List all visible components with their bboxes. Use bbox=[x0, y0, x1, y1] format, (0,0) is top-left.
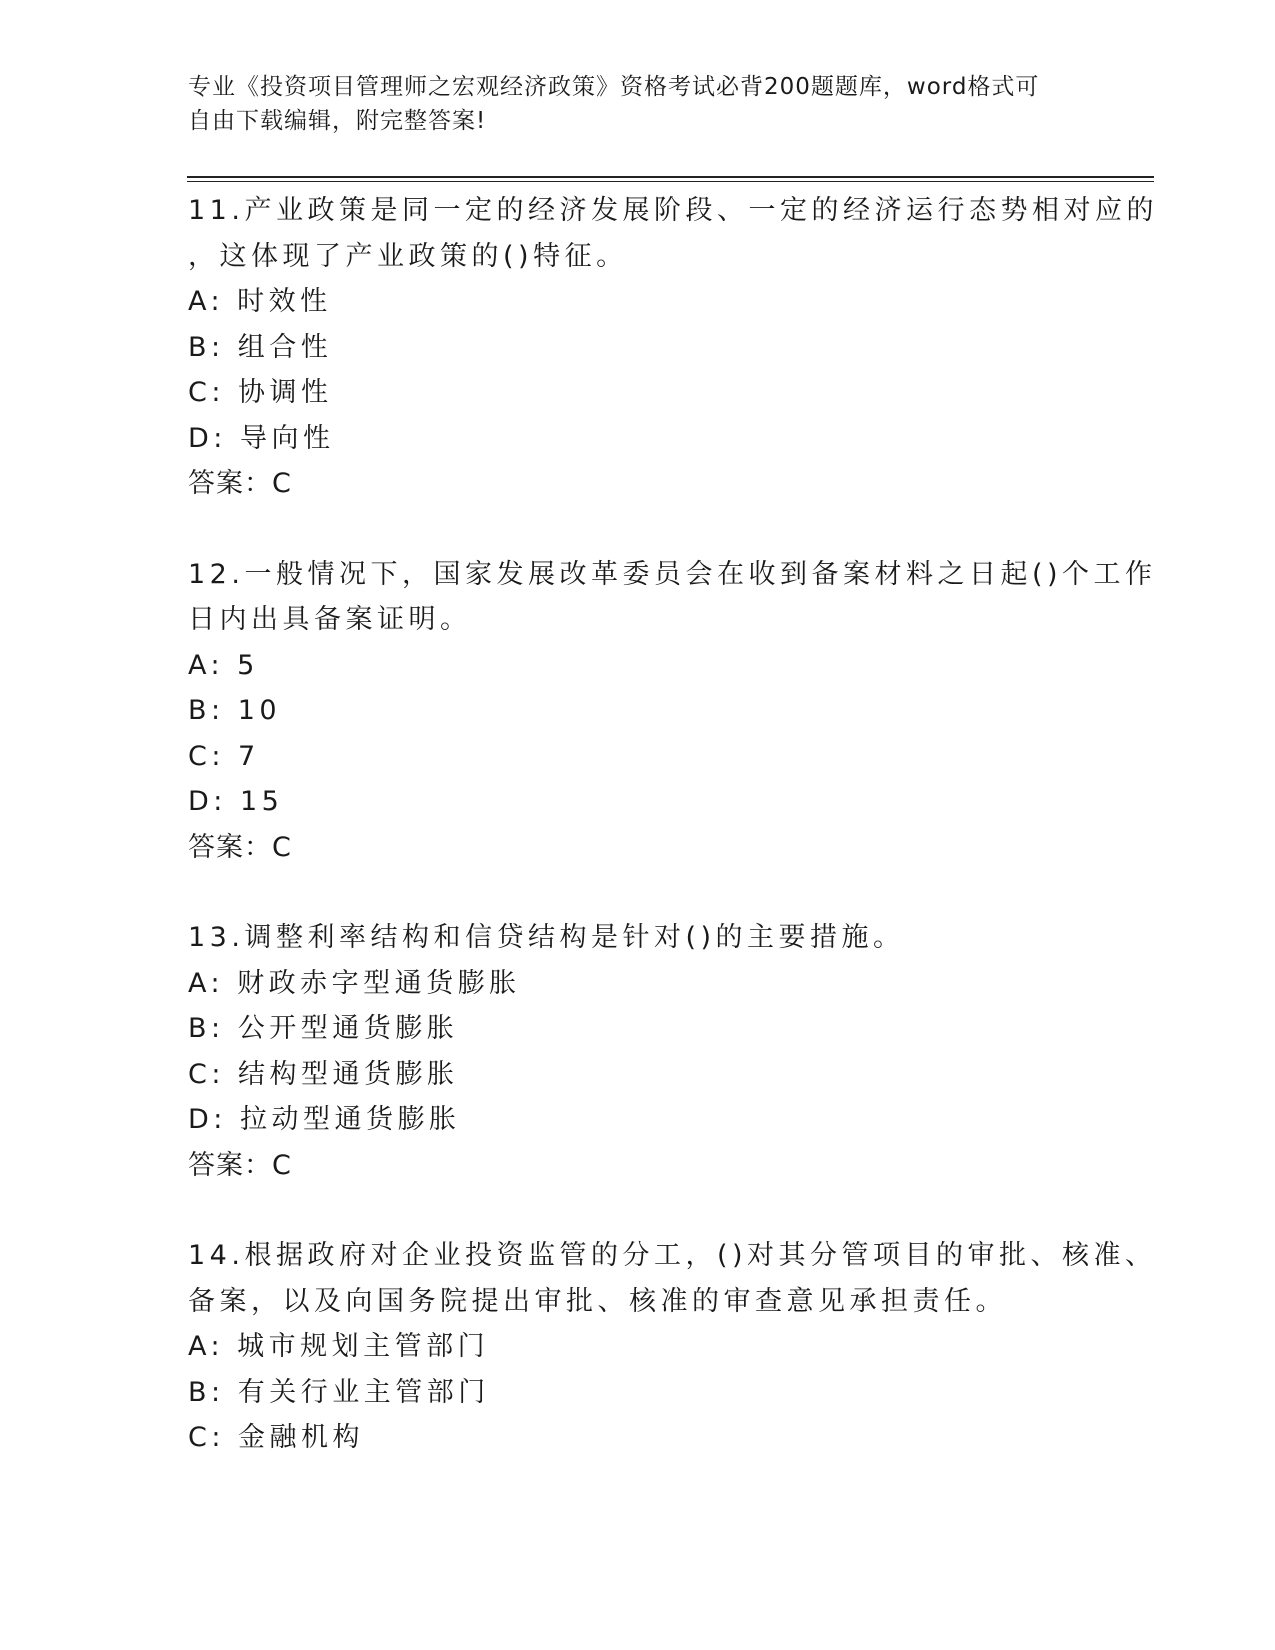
question-text: 11.产业政策是同一定的经济发展阶段、一定的经济运行态势相对应的 bbox=[188, 195, 1158, 226]
question-text: 14.根据政府对企业投资监管的分工，()对其分管项目的审批、核准、 bbox=[188, 1240, 1157, 1271]
header-line-2: 自由下载编辑，附完整答案! bbox=[188, 108, 487, 134]
option-a: A: 城市规划主管部门 bbox=[188, 1331, 490, 1362]
option-a: A: 5 bbox=[188, 649, 259, 681]
header-rule-thin bbox=[187, 181, 1154, 182]
question-text: 12.一般情况下，国家发展改革委员会在收到备案材料之日起()个工作 bbox=[188, 558, 1157, 590]
answer-line: 答案：C bbox=[188, 1149, 292, 1181]
option-b: B: 10 bbox=[188, 695, 282, 726]
document-header bbox=[188, 70, 1088, 138]
question-item bbox=[188, 552, 1157, 871]
option-d: D: 拉动型通货膨胀 bbox=[188, 1104, 461, 1135]
answer-line: 答案：C bbox=[188, 468, 292, 499]
question-text: 日内出具备案证明。 bbox=[188, 604, 472, 635]
option-b: B: 组合性 bbox=[188, 331, 333, 363]
option-c: C: 结构型通货膨胀 bbox=[188, 1058, 459, 1090]
option-d: D: 15 bbox=[188, 786, 284, 817]
question-text: 13.调整利率结构和信贷结构是针对()的主要措施。 bbox=[188, 922, 905, 953]
question-text: 备案，以及向国务院提出审批、核准的审查意见承担责任。 bbox=[188, 1285, 1007, 1317]
option-b: B: 有关行业主管部门 bbox=[188, 1376, 490, 1408]
question-item bbox=[188, 1233, 1157, 1461]
question-item bbox=[188, 188, 1158, 507]
header-line-1: 专业《投资项目管理师之宏观经济政策》资格考试必背200题题库，word格式可 bbox=[188, 74, 1040, 100]
answer-line: 答案：C bbox=[188, 831, 292, 863]
header-rule-thick bbox=[187, 176, 1154, 178]
question-list bbox=[188, 188, 1158, 1506]
question-text: ，这体现了产业政策的()特征。 bbox=[188, 240, 628, 272]
option-a: A: 时效性 bbox=[188, 286, 332, 317]
option-c: C: 协调性 bbox=[188, 377, 333, 408]
option-d: D: 导向性 bbox=[188, 422, 335, 454]
option-c: C: 金融机构 bbox=[188, 1422, 365, 1453]
question-item bbox=[188, 915, 1088, 1188]
option-c: C: 7 bbox=[188, 740, 260, 772]
option-b: B: 公开型通货膨胀 bbox=[188, 1013, 459, 1044]
option-a: A: 财政赤字型通货膨胀 bbox=[188, 967, 521, 999]
